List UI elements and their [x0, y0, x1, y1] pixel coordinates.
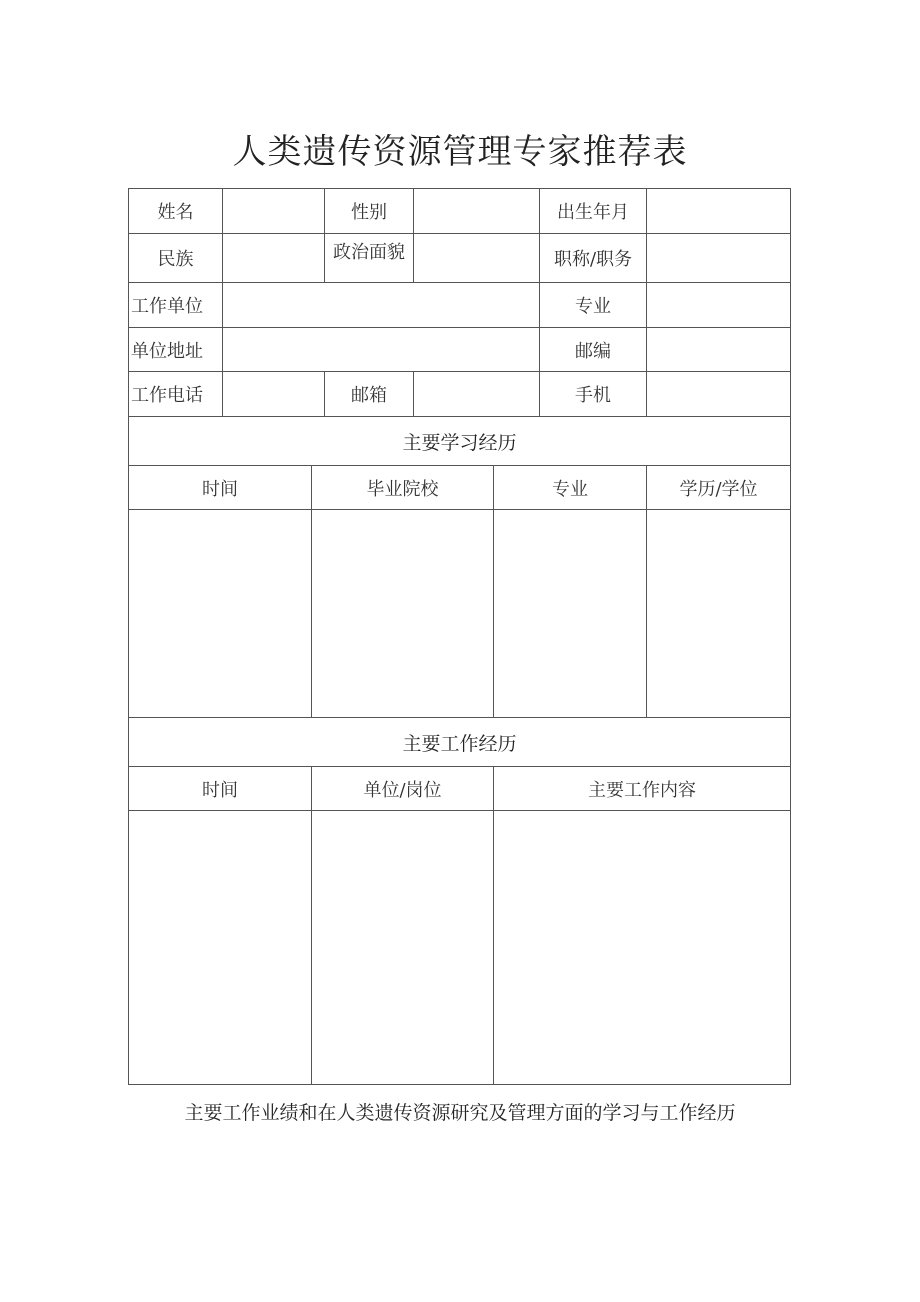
education-time-area[interactable] [129, 510, 311, 717]
ethnicity-field[interactable] [223, 234, 324, 282]
political-status-field[interactable] [414, 234, 539, 282]
employer-field[interactable] [223, 283, 539, 327]
education-col-time: 时间 [202, 478, 238, 500]
employer-label: 工作单位 [131, 296, 203, 317]
education-col-degree: 学历/学位 [679, 478, 758, 500]
work-heading: 主要工作经历 [402, 732, 517, 755]
email-field[interactable] [414, 372, 539, 416]
education-school-area[interactable] [312, 510, 493, 717]
work-col-time: 时间 [202, 779, 238, 801]
ethnicity-label: 民族 [157, 249, 194, 270]
education-degree-area[interactable] [647, 510, 790, 717]
work-phone-field[interactable] [223, 372, 324, 416]
gender-field[interactable] [414, 189, 539, 233]
education-col-school: 毕业院校 [366, 478, 439, 500]
email-label: 邮箱 [351, 385, 387, 406]
education-heading: 主要学习经历 [402, 431, 517, 454]
major-field[interactable] [647, 283, 790, 327]
work-col-content: 主要工作内容 [588, 779, 696, 801]
birth-field[interactable] [647, 189, 790, 233]
work-col-position: 单位/岗位 [363, 779, 442, 801]
postcode-field[interactable] [647, 328, 790, 371]
work-phone-label: 工作电话 [131, 385, 203, 406]
education-col-major: 专业 [552, 478, 588, 500]
political-status-label: 政治面貌 [333, 242, 405, 263]
work-time-area[interactable] [129, 811, 311, 1084]
address-field[interactable] [223, 328, 539, 371]
professional-title-field[interactable] [647, 234, 790, 282]
gender-label: 性别 [351, 202, 387, 223]
work-position-area[interactable] [312, 811, 493, 1084]
major-label: 专业 [575, 296, 611, 317]
achievements-heading: 主要工作业绩和在人类遗传资源研究及管理方面的学习与工作经历 [184, 1102, 736, 1124]
mobile-label: 手机 [575, 385, 611, 406]
address-label: 单位地址 [131, 340, 203, 362]
education-major-area[interactable] [494, 510, 646, 717]
professional-title-label: 职称/职务 [553, 249, 633, 270]
birth-label: 出生年月 [557, 202, 629, 223]
postcode-label: 邮编 [575, 340, 611, 362]
name-label: 姓名 [157, 202, 194, 223]
form-title: 人类遗传资源管理专家推荐表 [232, 132, 688, 172]
work-content-area[interactable] [494, 811, 790, 1084]
mobile-field[interactable] [647, 372, 790, 416]
name-field[interactable] [223, 189, 324, 233]
